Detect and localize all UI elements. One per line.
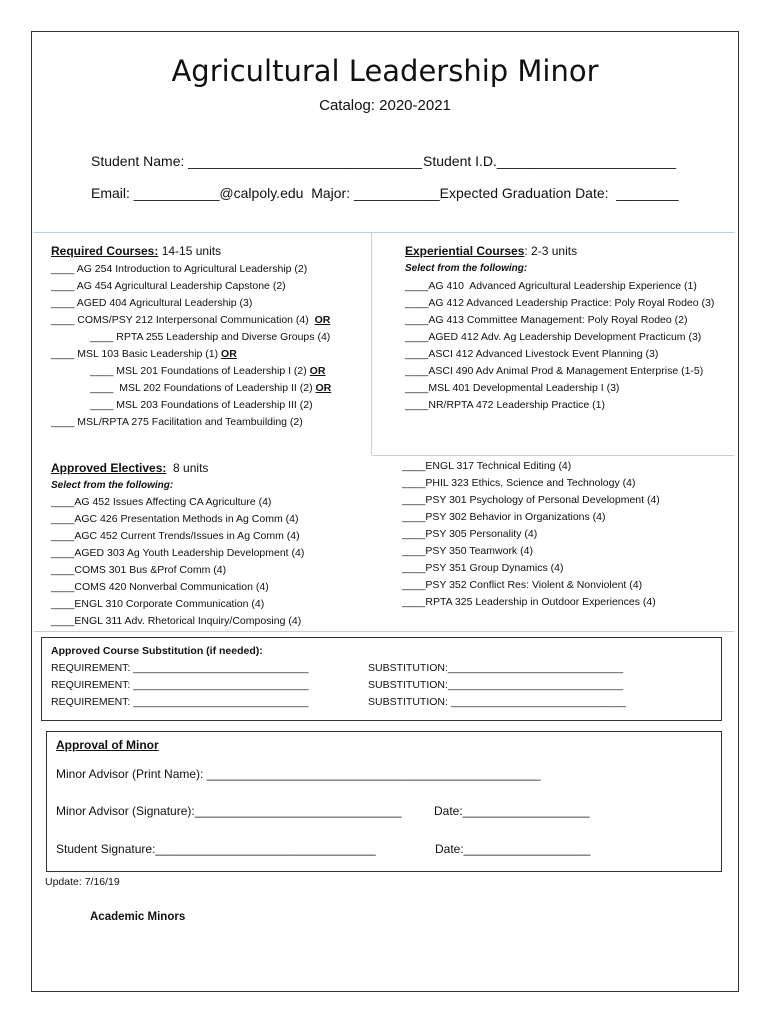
electives-left-list <box>51 494 304 630</box>
experiential-course-item[interactable] <box>405 329 714 346</box>
course-text: ____ MSL 103 Basic Leadership (1) <box>51 348 222 360</box>
catalog-year: Catalog: 2020-2021 <box>319 97 451 114</box>
required-course-item[interactable] <box>51 278 331 295</box>
course-text: ____MSL 401 Developmental Leadership I (3) <box>405 382 620 394</box>
course-text: ____AG 452 Issues Affecting CA Agriculture (4) <box>51 496 272 508</box>
elective-course-item[interactable] <box>51 545 304 562</box>
course-text: ____ MSL 202 Foundations of Leadership II (2) <box>90 382 316 394</box>
or-label: OR <box>314 314 331 326</box>
elective-course-item[interactable] <box>402 492 660 509</box>
experiential-course-item[interactable] <box>405 312 714 329</box>
approved-electives-heading <box>51 461 208 475</box>
course-text: ____AGED 303 Ag Youth Leadership Development (4) <box>51 547 305 559</box>
approved-electives-units: 8 units <box>166 461 209 475</box>
email-major-graduation-line[interactable]: Email: ___________@calpoly.edu Major: ___________Expected Graduation Date: ________ <box>91 185 679 201</box>
electives-right-list <box>402 458 660 611</box>
or-label: OR <box>315 382 332 394</box>
course-text: ____ASCI 490 Adv Animal Prod & Management Enterprise (1-5) <box>405 365 704 377</box>
experiential-courses-list <box>405 278 714 414</box>
or-label: OR <box>309 365 326 377</box>
advisor-name-field[interactable]: Minor Advisor (Print Name): __________________________________________________ <box>56 767 541 781</box>
divider <box>372 455 734 456</box>
course-text: ____PHIL 323 Ethics, Science and Technology (4) <box>402 477 636 489</box>
course-text: ____ENGL 317 Technical Editing (4) <box>402 460 572 472</box>
experiential-subheading: Select from the following: <box>405 263 528 274</box>
elective-course-item[interactable] <box>51 562 304 579</box>
elective-course-item[interactable] <box>402 509 660 526</box>
experiential-course-item[interactable] <box>405 346 714 363</box>
course-text: ____PSY 305 Personality (4) <box>402 528 538 540</box>
required-course-item[interactable] <box>51 346 331 363</box>
elective-course-item[interactable] <box>51 511 304 528</box>
experiential-course-item[interactable] <box>405 363 714 380</box>
required-course-item[interactable] <box>51 312 331 329</box>
academic-minors-label: Academic Minors <box>90 911 186 923</box>
update-date: Update: 7/16/19 <box>45 876 120 888</box>
course-text: ____PSY 351 Group Dynamics (4) <box>402 562 564 574</box>
student-date-field[interactable]: Date:___________________ <box>435 842 591 856</box>
course-text: ____PSY 301 Psychology of Personal Development (4) <box>402 494 660 506</box>
requirement-field[interactable]: REQUIREMENT: ______________________________ <box>51 679 309 691</box>
course-text: ____AGC 452 Current Trends/Issues in Ag Comm (4) <box>51 530 300 542</box>
approval-heading: Approval of Minor <box>56 738 159 752</box>
requirement-field[interactable]: REQUIREMENT: ______________________________ <box>51 662 309 674</box>
course-text: ____AGED 412 Adv. Ag Leadership Development Practicum (3) <box>405 331 702 343</box>
advisor-date-field[interactable]: Date:___________________ <box>434 804 590 818</box>
course-text: ____AG 413 Committee Management: Poly Royal Rodeo (2) <box>405 314 688 326</box>
course-text: ____ RPTA 255 Leadership and Diverse Groups (4) <box>90 331 331 343</box>
required-courses-title: Required Courses: <box>51 244 159 258</box>
required-courses-units: 14-15 units <box>158 244 222 258</box>
required-courses-list <box>51 261 331 431</box>
course-text: ____PSY 302 Behavior in Organizations (4) <box>402 511 606 523</box>
substitution-field[interactable]: SUBSTITUTION:______________________________ <box>368 662 624 674</box>
required-course-item[interactable] <box>51 380 331 397</box>
substitution-field[interactable]: SUBSTITUTION:______________________________ <box>368 679 624 691</box>
experiential-courses-heading <box>405 244 577 258</box>
course-text: ____ENGL 311 Adv. Rhetorical Inquiry/Composing (4) <box>51 615 302 627</box>
experiential-courses-units: : 2-3 units <box>524 244 578 258</box>
student-id-field[interactable]: Student I.D._______________________ <box>423 153 677 169</box>
elective-course-item[interactable] <box>51 596 304 613</box>
course-text: ____ COMS/PSY 212 Interpersonal Communication (4) <box>51 314 315 326</box>
elective-course-item[interactable] <box>402 594 660 611</box>
required-courses-heading <box>51 244 221 258</box>
experiential-course-item[interactable] <box>405 380 714 397</box>
elective-course-item[interactable] <box>402 577 660 594</box>
substitution-field[interactable]: SUBSTITUTION: ______________________________ <box>368 696 627 708</box>
elective-course-item[interactable] <box>51 528 304 545</box>
student-signature-field[interactable]: Student Signature:_________________________________ <box>56 842 376 856</box>
elective-course-item[interactable] <box>51 494 304 511</box>
course-text: ____ AG 454 Agricultural Leadership Capstone (2) <box>51 280 286 292</box>
electives-subheading: Select from the following: <box>51 480 174 491</box>
or-label: OR <box>221 348 237 360</box>
course-text: ____AGC 426 Presentation Methods in Ag Comm (4) <box>51 513 299 525</box>
experiential-course-item[interactable] <box>405 278 714 295</box>
course-text: ____ MSL 201 Foundations of Leadership I (2) <box>90 365 310 377</box>
course-text: ____COMS 301 Bus &Prof Comm (4) <box>51 564 227 576</box>
student-name-field[interactable]: Student Name: ______________________________ <box>91 153 422 169</box>
approved-electives-title: Approved Electives: <box>51 461 167 475</box>
course-text: ____ASCI 412 Advanced Livestock Event Planning (3) <box>405 348 659 360</box>
course-text: ____RPTA 325 Leadership in Outdoor Experiences (4) <box>402 596 656 608</box>
elective-course-item[interactable] <box>402 526 660 543</box>
course-text: ____ MSL 203 Foundations of Leadership III (2) <box>90 399 313 411</box>
required-course-item[interactable] <box>51 363 331 380</box>
course-text: ____ENGL 310 Corporate Communication (4) <box>51 598 265 610</box>
course-text: ____ AGED 404 Agricultural Leadership (3) <box>51 297 253 309</box>
required-course-item[interactable] <box>51 329 331 346</box>
required-course-item[interactable] <box>51 295 331 312</box>
experiential-course-item[interactable] <box>405 295 714 312</box>
required-course-item[interactable] <box>51 397 331 414</box>
course-text: ____ MSL/RPTA 275 Facilitation and Teambuilding (2) <box>51 416 303 428</box>
elective-course-item[interactable] <box>51 613 304 630</box>
requirement-field[interactable]: REQUIREMENT: ______________________________ <box>51 696 309 708</box>
experiential-courses-title: Experiential Courses <box>405 244 525 258</box>
course-text: ____AG 412 Advanced Leadership Practice: Poly Royal Rodeo (3) <box>405 297 715 309</box>
course-text: ____PSY 352 Conflict Res: Violent & Nonviolent (4) <box>402 579 643 591</box>
elective-course-item[interactable] <box>402 475 660 492</box>
advisor-signature-field[interactable]: Minor Advisor (Signature):_______________________________ <box>56 804 402 818</box>
substitution-column <box>368 660 626 711</box>
page-title: Agricultural Leadership Minor <box>171 54 599 88</box>
elective-course-item[interactable] <box>402 560 660 577</box>
course-text: ____ AG 254 Introduction to Agricultural Leadership (2) <box>51 263 308 275</box>
experiential-course-item[interactable] <box>405 397 714 414</box>
course-text: ____AG 410 Advanced Agricultural Leadership Experience (1) <box>405 280 697 292</box>
column-divider <box>371 233 372 455</box>
substitution-heading: Approved Course Substitution (if needed): <box>51 645 263 657</box>
requirement-column <box>51 660 308 711</box>
course-text: ____COMS 420 Nonverbal Communication (4) <box>51 581 269 593</box>
required-course-item[interactable] <box>51 414 331 431</box>
elective-course-item[interactable] <box>402 543 660 560</box>
course-text: ____NR/RPTA 472 Leadership Practice (1) <box>405 399 605 411</box>
divider <box>34 232 734 233</box>
course-text: ____PSY 350 Teamwork (4) <box>402 545 533 557</box>
required-course-item[interactable] <box>51 261 331 278</box>
elective-course-item[interactable] <box>402 458 660 475</box>
elective-course-item[interactable] <box>51 579 304 596</box>
divider <box>34 631 734 632</box>
